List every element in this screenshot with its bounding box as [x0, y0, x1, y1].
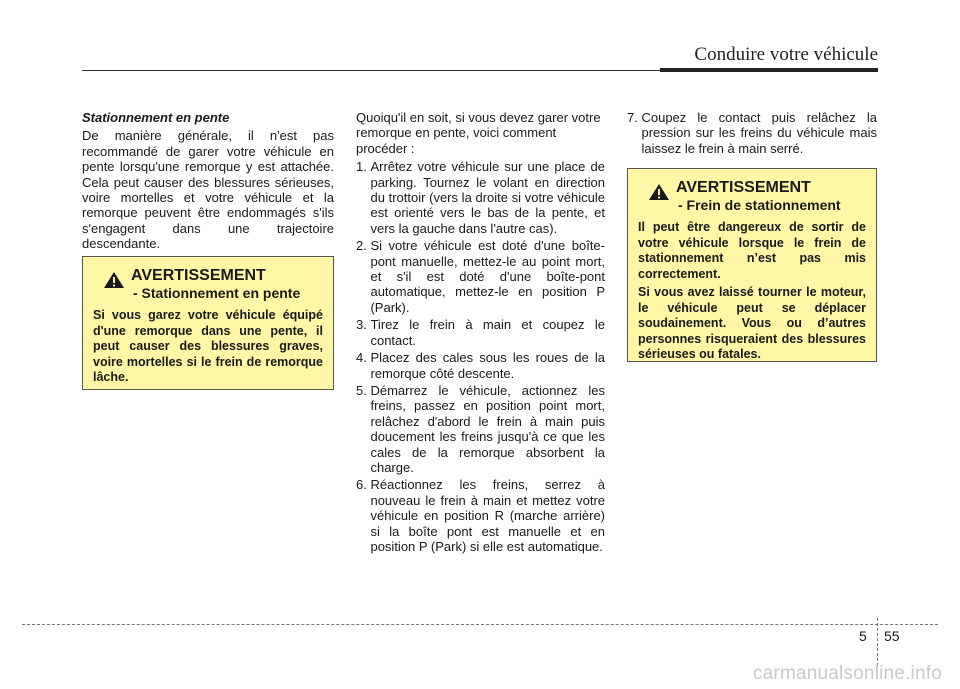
- list-item: [356, 477, 605, 554]
- header-rule-accent: [660, 68, 878, 72]
- list-item: [356, 383, 605, 475]
- step-text: Tirez le frein à main et coupez le contact.: [370, 317, 605, 348]
- watermark: carmanualsonline.info: [752, 663, 942, 684]
- list-item: [627, 110, 877, 156]
- warning-text: Il peut être dangereux de sortir de votre véhicule lorsque le frein de stationnement n’est pas mis correctement.: [638, 220, 866, 281]
- procedure-steps: [356, 159, 605, 554]
- warning-subtitle: - Stationnement en pente: [133, 285, 301, 301]
- step-number: 7.: [627, 110, 638, 125]
- step-number: 1.: [356, 159, 367, 175]
- procedure-intro: Quoiqu'il en soit, si vous devez garer votre remorque en pente, voici comment procéder :: [356, 110, 601, 156]
- list-item: [356, 159, 605, 236]
- page-number: 55: [884, 628, 900, 644]
- warning-box-slope-parking: [82, 256, 334, 390]
- section-subheading: Stationnement en pente: [82, 110, 230, 125]
- step-text: Si votre véhicule est doté d'une boîte-pont manuelle, mettez-le au point mort, et s'il est doté d'une boîte-pont automatique, mettez-le en position P (Park).: [370, 238, 605, 315]
- step-text: Réactionnez les freins, serrez à nouveau le frein à main et mettez votre véhicule en position R (marche arrière) si la boîte pont est manuelle et en position P (Park) si elle est automatique.: [370, 477, 605, 554]
- step-number: 4.: [356, 350, 367, 366]
- step-text: Coupez le contact puis relâchez la pression sur les freins du véhicule mais laissez le frein à main serré.: [641, 110, 877, 156]
- warning-subtitle: - Frein de stationnement: [678, 197, 841, 213]
- warning-header: [93, 267, 323, 302]
- step-number: 2.: [356, 238, 367, 254]
- warning-box-parking-brake: [627, 168, 877, 362]
- warning-triangle-icon: [103, 271, 125, 289]
- chapter-number: 5: [859, 628, 867, 644]
- step-number: 3.: [356, 317, 367, 333]
- step-text: Arrêtez votre véhicule sur une place de parking. Tournez le volant en direction du trottoir (vers la droite si votre véhicule est orienté vers le bas de la pente, et vers la gauche dans l'autre cas).: [370, 159, 605, 236]
- right-column: [627, 110, 877, 158]
- warning-title: AVERTISSEMENT: [131, 267, 266, 284]
- intro-paragraph: De manière générale, il n'est pas recommandé de garer votre véhicule en pente lorsqu'une remorque y est attachée. Cela peut causer des blessures sérieuses, voire mortelles et votre véhicule et la remorque peuvent être endommagés s'ils s'engagent dans une trajectoire descendante.: [82, 128, 334, 252]
- step-text: Placez des cales sous les roues de la remorque côté descente.: [370, 350, 605, 381]
- warning-text: Si vous avez laissé tourner le moteur, le véhicule peut se déplacer soudainement. Vous ou d’autres personnes risqueraient des blessures sérieuses ou fatales.: [638, 285, 866, 361]
- warning-triangle-icon: [648, 183, 670, 201]
- list-item: [356, 350, 605, 381]
- footer-divider: [877, 618, 878, 666]
- left-column: [82, 110, 334, 252]
- list-item: [356, 317, 605, 348]
- warning-text: Si vous garez votre véhicule équipé d'une remorque dans une pente, il peut causer des blessures graves, voire mortelles si le frein de remorque lâche.: [93, 308, 323, 384]
- page-header-title: Conduire votre véhicule: [694, 44, 878, 65]
- middle-column: [356, 110, 605, 556]
- step-text: Démarrez le véhicule, actionnez les freins, passez en position point mort, relâchez d'abord le frein à main puis doucement les freins jusqu'à ce que les cales de la remorque absorbent la charge.: [370, 382, 605, 475]
- header-rule: [82, 70, 662, 71]
- warning-title: AVERTISSEMENT: [676, 179, 811, 196]
- procedure-steps-continued: [627, 110, 877, 156]
- step-number: 6.: [356, 477, 367, 493]
- footer-rule: [22, 624, 938, 625]
- step-number: 5.: [356, 382, 367, 398]
- list-item: [356, 238, 605, 315]
- warning-header: [638, 179, 866, 214]
